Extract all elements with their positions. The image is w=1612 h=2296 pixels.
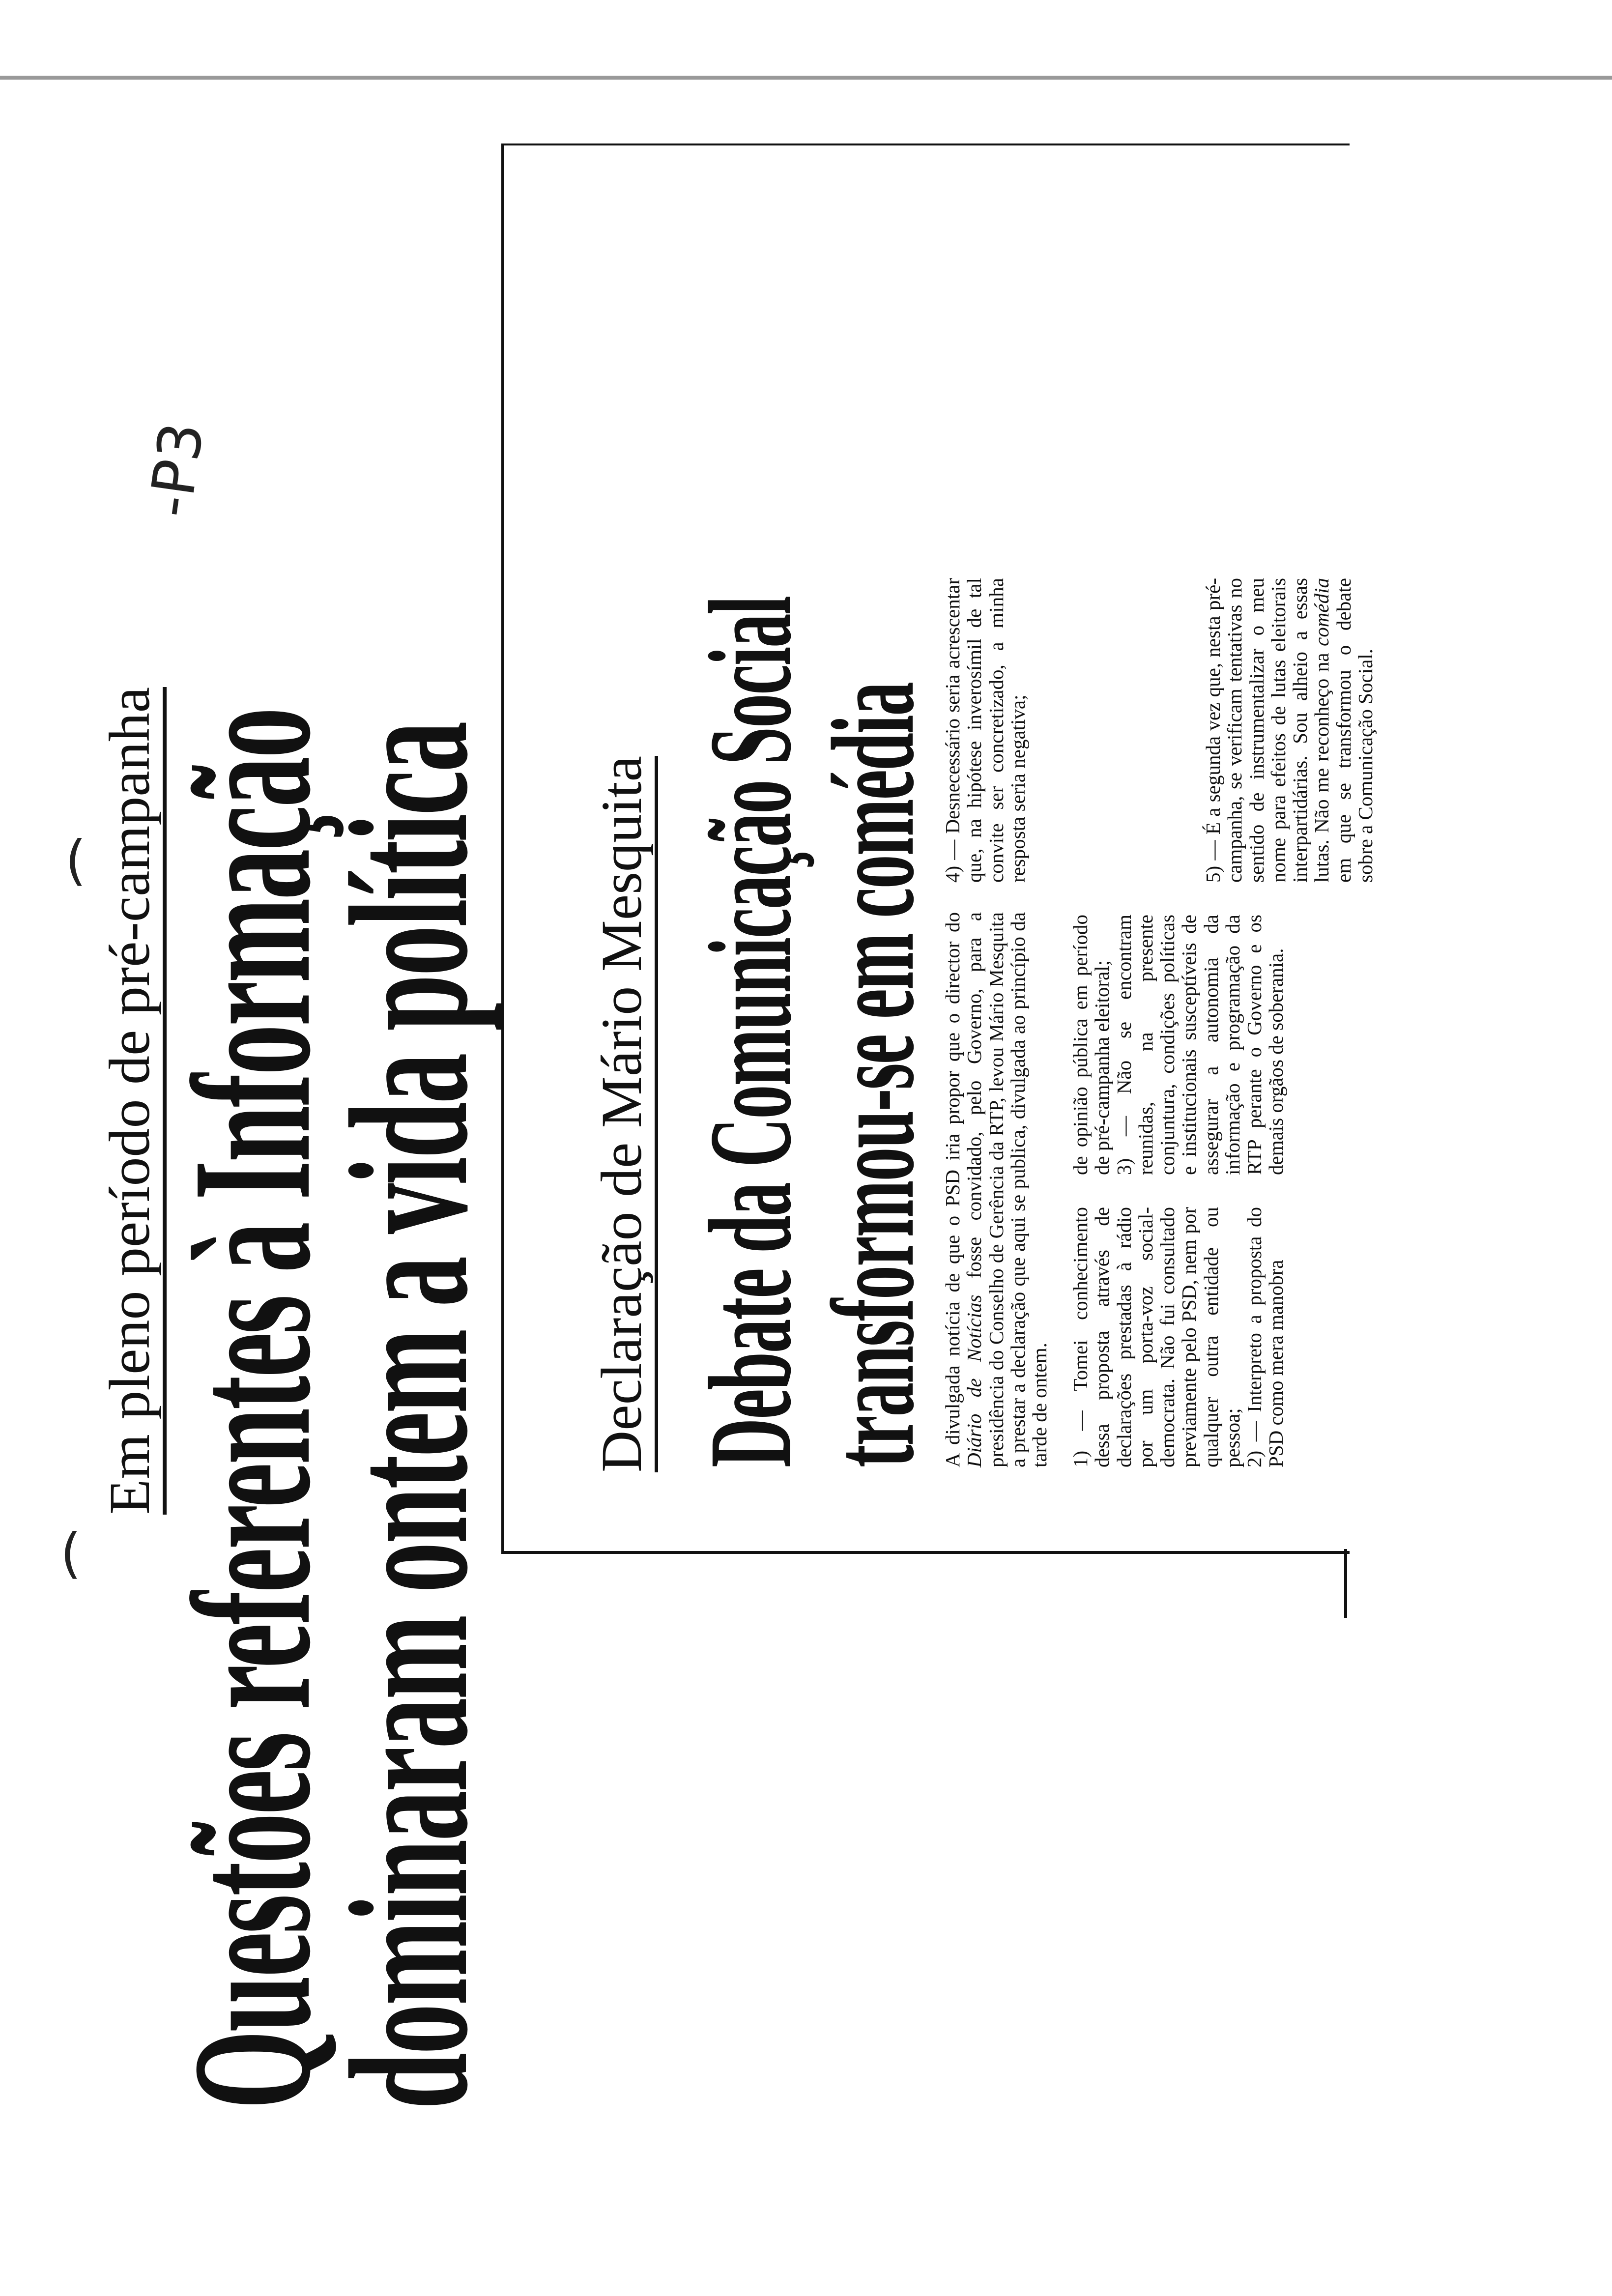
point-3: 3) — Não se encontram reunidas, na presente conjuntura, condições políticas e institucionais susceptíveis de assegurar a autonomia da informação e programação da RTP perante o Governo e os demais orgãos de soberania.	[1112, 915, 1288, 1175]
lead-text-a: A divulgada notícia de que o PSD iria propor que o director do	[941, 912, 964, 1467]
box-headline-line-1: Debate da Comunicação Social	[685, 597, 815, 1467]
column-1	[1069, 1207, 1287, 1467]
headline-line-1: Questões referentes à Informação	[158, 709, 345, 2109]
box-headline-line-2: transformou-se em comédia	[807, 683, 938, 1467]
point-5-a: 5) — É a segunda vez que, nesta pré-campanha, se verificam tentativas no sentido de instrumentalizar o meu nome para efeitos de lutas eleitorais interpartidárias. Sou alheio a essas lutas. Não me reconheço na	[1202, 578, 1333, 883]
column-4	[1202, 578, 1376, 883]
point-1: 1) — Tomei conhecimento dessa proposta através de declarações prestadas à rádio por um porta-voz social-democrata. Não fui consultado previamente pelo PSD, nem por qualquer outra entidade ou pessoa;	[1069, 1207, 1244, 1467]
point-5-b: em que se transformou o debate sobre a Comunicação Social.	[1332, 578, 1377, 883]
handwritten-note: -P3	[136, 418, 217, 521]
point-2-end: de opinião pública em período de pré-campanha eleitoral;	[1069, 915, 1114, 1175]
headline-line-2: dominaram ontem a vida política	[315, 723, 503, 2109]
sidebar-box	[501, 144, 1377, 1554]
lead-text-b: fosse convidado, pelo Governo, para a presidência do Conselho de Gerência da RTP, levou Mário Mesquita a prestar a declaração que aqui se publica, divulgada ao princípio da tarde de ontem.	[963, 912, 1051, 1467]
box-divider-line	[1344, 1549, 1347, 1618]
column-2	[1069, 915, 1287, 1175]
box-title: Declaração de Mário Mesquita	[593, 756, 658, 1472]
point-4: 4) — Desnecessário seria acrescentar que, na hipótese inverosímil de tal convite ser concretizado, a minha resposta seria negativa;	[941, 578, 1029, 883]
column-3	[942, 578, 1029, 883]
newspaper-name: Diário de Notícias	[963, 1294, 986, 1467]
comedy-word: comédia	[1310, 578, 1333, 646]
margin-mark: (	[65, 829, 86, 892]
margin-mark: (	[60, 1521, 82, 1585]
scan-edge-line	[0, 76, 1612, 80]
lead-paragraph	[942, 912, 1050, 1467]
point-2-start: 2) — Interpreto a proposta do PSD como mera manobra	[1243, 1207, 1288, 1467]
kicker: Em pleno período de pré-campanha	[101, 687, 167, 1515]
